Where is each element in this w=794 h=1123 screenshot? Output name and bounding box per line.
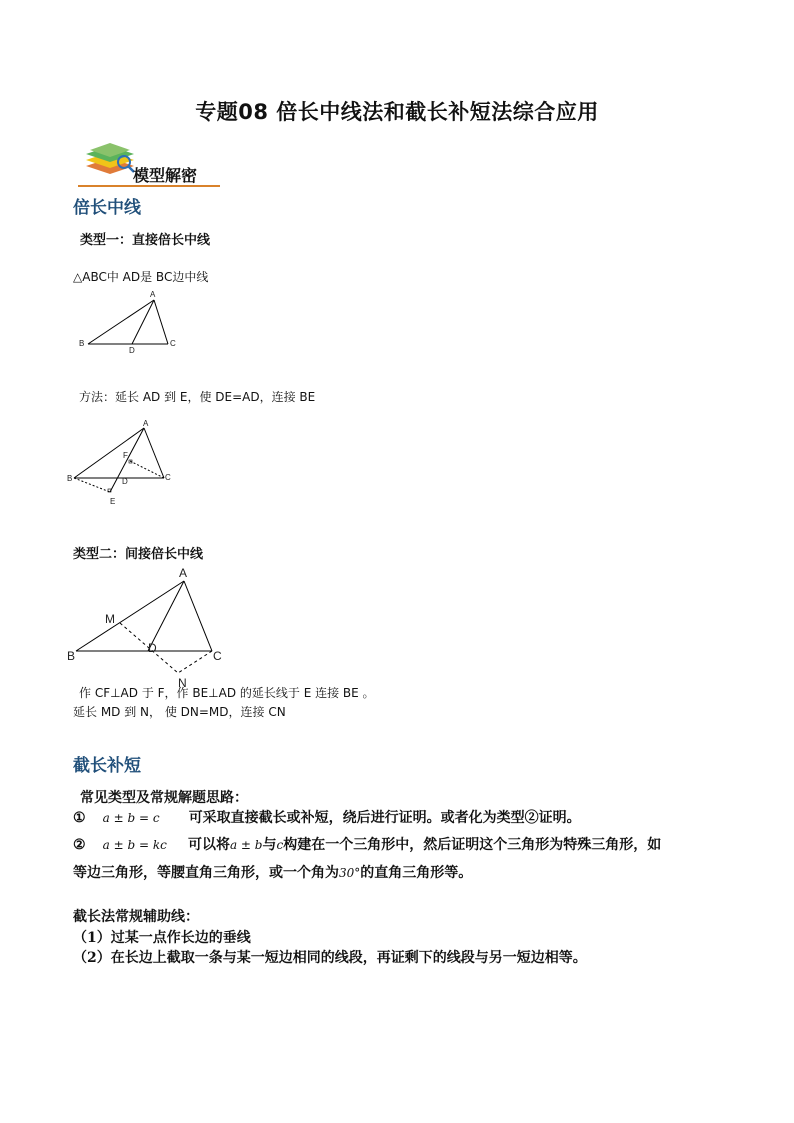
fig3-side-ab xyxy=(76,581,184,651)
fig2-label-b: B xyxy=(67,474,73,483)
aux-item-1: （1）过某一点作长边的垂线 xyxy=(73,930,251,946)
type2-line1: 作 CF⊥AD 于 F，作 BE⊥AD 的延长线于 E 连接 BE 。 xyxy=(79,686,375,700)
item1-row xyxy=(73,807,581,827)
fig2-dashed-be xyxy=(74,478,110,492)
fig2-label-c: C xyxy=(165,473,171,482)
item2-line2-a: 等边三角形，等腰直角三角形，或一个角为 xyxy=(73,865,339,881)
item2-text-c: 构建在一个三角形中，然后证明这个三角形为特殊三角形，如 xyxy=(283,837,662,853)
item2-line2-b: 的直角三角形等。 xyxy=(360,865,473,881)
fig3-label-d: D xyxy=(148,641,157,655)
item2-formula: a ± b = kc xyxy=(102,838,167,852)
fig3-label-a: A xyxy=(179,566,188,580)
item2-row xyxy=(73,834,661,854)
fig3-label-n: N xyxy=(178,676,187,689)
type2-heading: 类型二：间接倍长中线 xyxy=(73,547,204,562)
figure-2-extended-median xyxy=(66,418,186,510)
fig2-label-a: A xyxy=(143,419,149,428)
item1-number: ① xyxy=(73,810,86,826)
fig2-side-ab xyxy=(74,428,144,478)
fig2-label-e: E xyxy=(110,497,116,506)
fig3-dashed-cn xyxy=(178,651,212,673)
figure-1-triangle xyxy=(72,288,192,358)
aux-title: 截长法常规辅助线： xyxy=(73,909,199,925)
fig3-side-ac xyxy=(184,581,212,651)
fig1-median-ad xyxy=(132,300,154,344)
item2-sym-c: c xyxy=(276,838,284,852)
fig1-label-c: C xyxy=(170,339,176,348)
figure-3-indirect-median xyxy=(66,563,236,689)
fig3-label-m: M xyxy=(105,612,115,626)
fig3-label-b: B xyxy=(67,649,76,663)
fig3-label-c: C xyxy=(213,649,222,663)
item2-text-b: 与 xyxy=(262,837,277,853)
aux-item-2: （2）在长边上截取一条与某一短边相同的线段，再证剩下的线段与另一短边相等。 xyxy=(73,950,587,966)
fig1-label-a: A xyxy=(150,290,156,299)
item2-angle: 30° xyxy=(339,866,361,880)
item2-sym-ab: a ± b xyxy=(229,838,263,852)
fig2-dashed-cf xyxy=(130,461,164,478)
fig1-side-ab xyxy=(88,300,154,344)
fig1-side-ac xyxy=(154,300,168,344)
intro-text: 常见类型及常规解题思路： xyxy=(80,790,248,806)
page-title: 专题08 倍长中线法和截长补短法综合应用 xyxy=(195,100,599,124)
fig2-label-f: F xyxy=(123,451,128,460)
method-text: 方法：延长 AD 到 E，使 DE=AD，连接 BE xyxy=(79,390,316,404)
type2-line2: 延长 MD 到 N， 使 DN=MD，连接 CN xyxy=(73,705,286,719)
given-text: △ABC中 AD是 BC边中线 xyxy=(73,270,209,284)
item1-text: 可采取直接截长或补短，绕后进行证明。或者化为类型②证明。 xyxy=(188,810,581,826)
fig2-label-d: D xyxy=(122,477,128,486)
section-heading-median: 倍长中线 xyxy=(73,198,141,218)
fig1-label-b: B xyxy=(79,339,85,348)
type1-heading: 类型一：直接倍长中线 xyxy=(80,233,211,248)
item1-formula: a ± b = c xyxy=(102,811,160,825)
banner-label: 模型解密 xyxy=(133,166,198,185)
item2-row2 xyxy=(73,862,472,882)
fig2-side-ac xyxy=(144,428,164,478)
item2-number: ② xyxy=(73,837,86,853)
fig1-label-d: D xyxy=(129,346,135,355)
item2-text-a: 可以将 xyxy=(187,837,230,853)
section-heading-truncate: 截长补短 xyxy=(73,756,141,776)
